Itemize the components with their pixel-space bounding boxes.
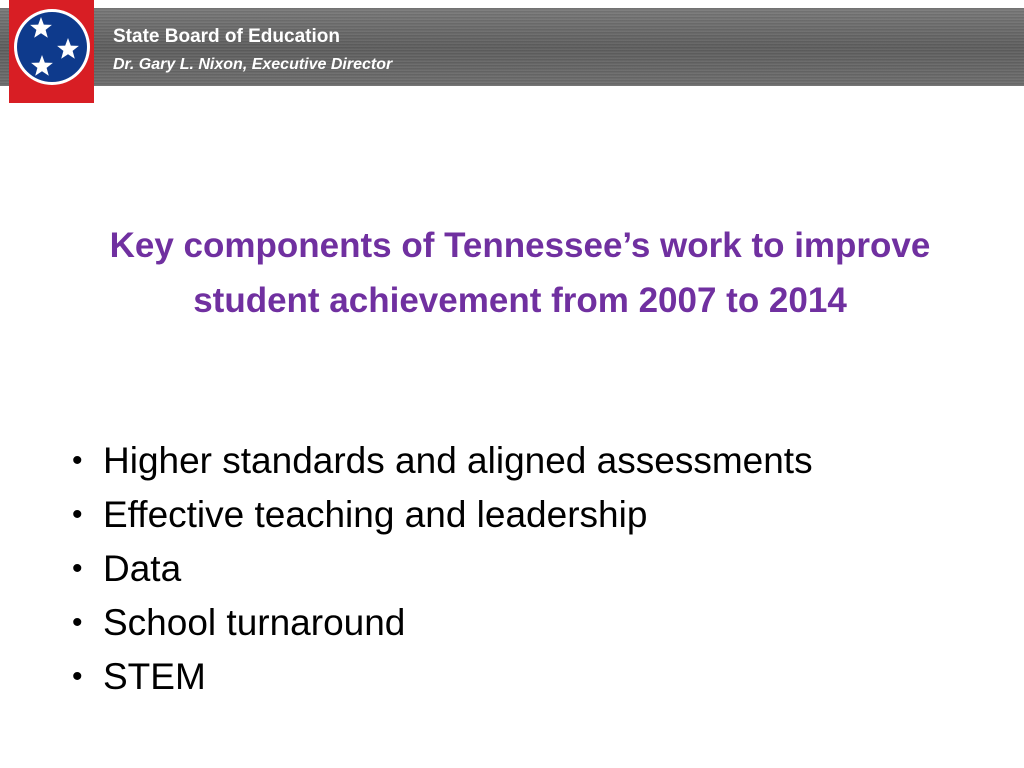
bullet-icon: • xyxy=(72,552,83,585)
bullet-item xyxy=(70,488,813,542)
bullet-text: Effective teaching and leadership xyxy=(103,494,648,535)
bullet-item xyxy=(70,434,813,488)
bullet-item xyxy=(70,650,813,704)
bullet-text: Higher standards and aligned assessments xyxy=(103,440,813,481)
header-band xyxy=(0,8,1024,86)
tristar-icon xyxy=(12,7,92,87)
bullet-icon: • xyxy=(72,606,83,639)
bullet-item xyxy=(70,542,813,596)
bullet-item xyxy=(70,596,813,650)
bullet-list xyxy=(70,434,813,704)
organization-name: State Board of Education xyxy=(113,26,340,47)
tennessee-flag-logo xyxy=(9,0,94,103)
bullet-icon: • xyxy=(72,498,83,531)
director-name: Dr. Gary L. Nixon, Executive Director xyxy=(113,56,393,73)
bullet-text: STEM xyxy=(103,656,206,697)
bullet-icon: • xyxy=(72,660,83,693)
bullet-text: School turnaround xyxy=(103,602,406,643)
bullet-text: Data xyxy=(103,548,182,589)
bullet-icon: • xyxy=(72,444,83,477)
slide-title: Key components of Tennessee’s work to improve student achievement from 2007 to 2014 xyxy=(109,226,931,320)
